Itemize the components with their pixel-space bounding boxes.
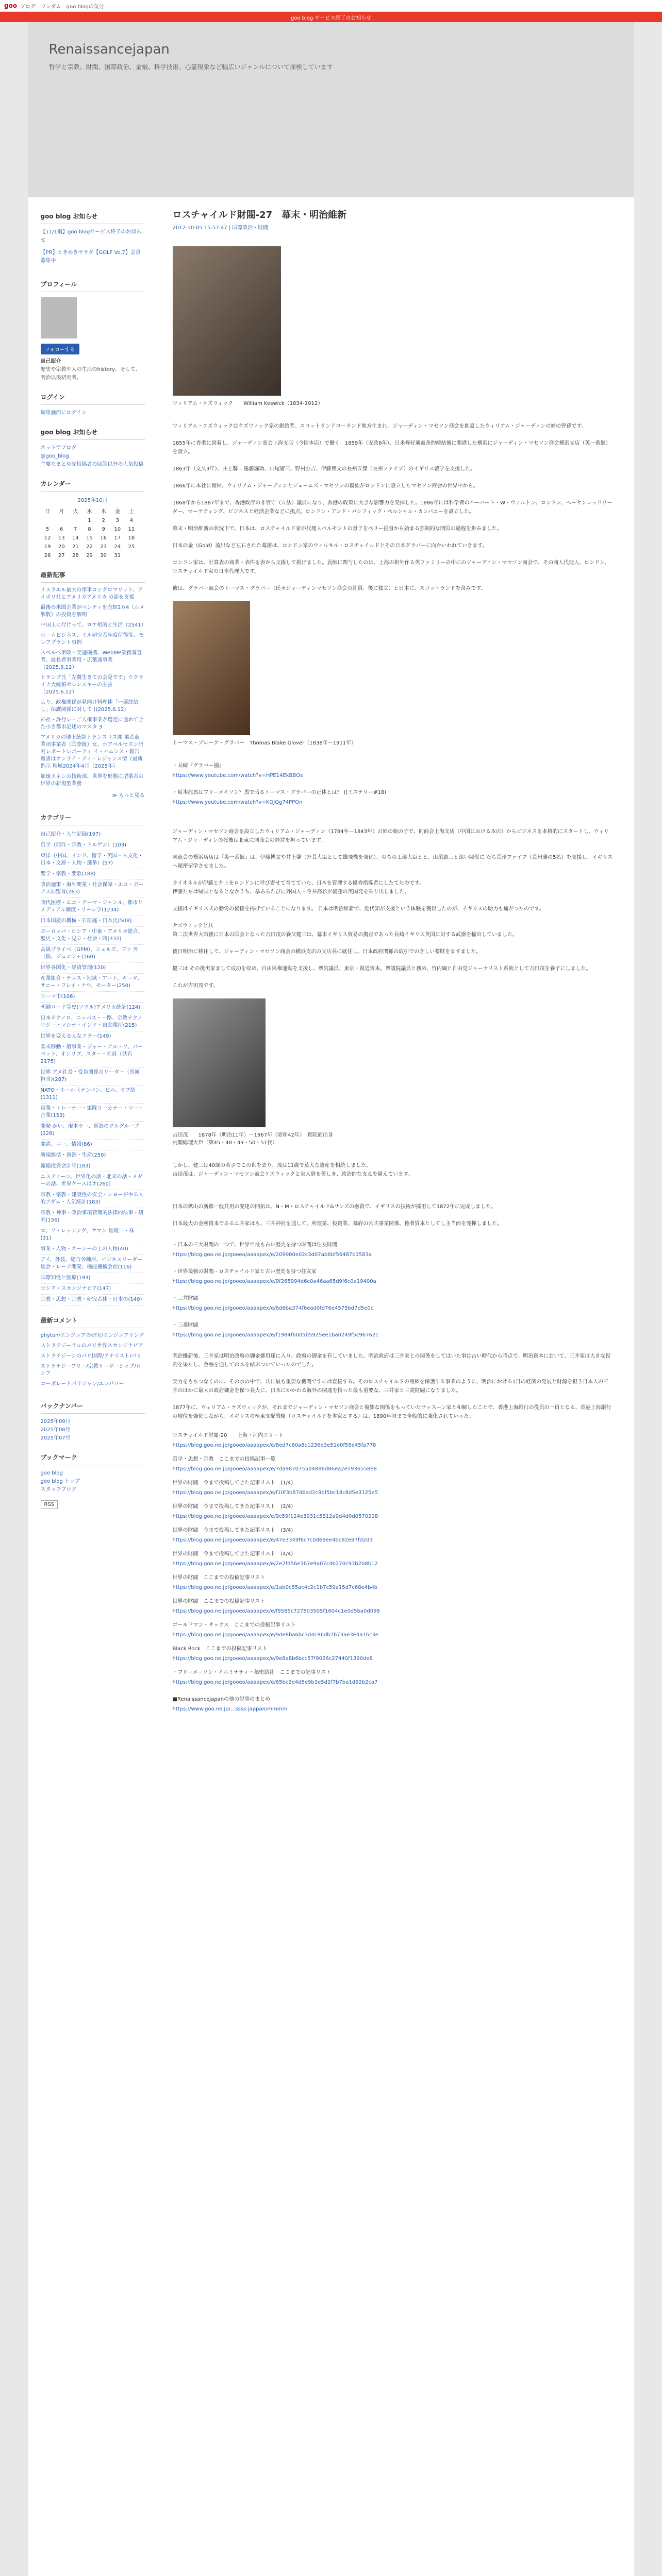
- paragraph: 支援はイギリス式の勤労の後援を掲げていることになります。 日本は明治維新で、近代知が支援という体験を獲得したのが、イギリスの助力も通がつたのです。: [172, 906, 544, 912]
- caption-glover: トーマス・ブレーク・グラバー Thomas Blake Glover（1838年－1911年）: [172, 740, 357, 746]
- category-link[interactable]: 時代医療・エコ・テーマ・ジャンル、都市とメディアル制度・リーレ学(1234): [41, 898, 145, 916]
- comment-link[interactable]: ストラテジーフリー/宗教リーダーシップ/ロシア: [40, 1364, 141, 1377]
- reading-url[interactable]: https://blog.goo.ne.jp/gooeo/aaaapex/e/1ab0c85ac4c2c1b7c59a15d7c68e4b4b: [172, 1585, 378, 1590]
- calendar-day[interactable]: 21: [72, 544, 79, 550]
- calendar-weekday: 日: [45, 509, 51, 515]
- category-link[interactable]: 開発 かい、現本ラー、新潟のグルグループ(228): [41, 1122, 145, 1140]
- calendar-day[interactable]: 13: [58, 535, 65, 541]
- login-link[interactable]: 編集画面にログイン: [40, 410, 87, 416]
- category-link[interactable]: アイ、外装、総合各種所、ビジネスリーダー総会・レーテ開発、機能機構会社(116): [41, 1255, 145, 1273]
- reading-label: 世界の財閥 今まで投稿してきた記事リスト (2/4): [172, 1504, 293, 1510]
- category-heading: カテゴリー: [41, 803, 145, 825]
- sidebar-link[interactable]: @goo_blog: [40, 453, 69, 459]
- recent-post-link[interactable]: イスラエル最大の軍事コングロマリット、アイボリ社とアメリカアメリカ の部を支援: [40, 587, 143, 600]
- category-link[interactable]: 聖学・宗教・要歌(188): [41, 869, 145, 880]
- reading-label: 世界の財閥 ここまでの投稿記事リスト: [172, 1575, 266, 1581]
- comment-link[interactable]: ストラテジーラルのパリ世界スカンジナビア: [40, 1343, 143, 1349]
- reading-label: ゴールドマン・サックス ここまでの投稿記事リスト: [172, 1622, 296, 1628]
- recent-post-link[interactable]: より、政権関係が見向け料理体「一部終結し」保護関係に対して ((2025.6.12): [40, 700, 139, 713]
- ref-label: ・三井財閥: [172, 1296, 198, 1301]
- paragraph: 幕末・明治維新の状況下で、日本は、ロスチャイルド家が代理人ベルモントの量子をペリー提督から始まる強制的な開国の過程を歩みました。: [172, 526, 502, 532]
- reading-url[interactable]: https://blog.goo.ne.jp/gooeo/aaaapex/e/65bc2e4d5e9b3e5d2f7b7ba1d92b2ca7: [172, 1680, 378, 1685]
- calendar-day[interactable]: 18: [128, 535, 135, 541]
- reading-url[interactable]: https://blog.goo.ne.jp/gooeo/aaaapex/e/8ed7c60a8c1236e3e51e0f55e45fa778: [172, 1443, 376, 1448]
- calendar-day[interactable]: [55, 516, 69, 525]
- backnumber-link[interactable]: 2025年07月: [40, 1435, 71, 1441]
- recent-post-link[interactable]: トランプ氏「左翼生きての会見です」ウクライナ大統領ゼレンスキーの主張（2025.6.12）: [40, 675, 144, 695]
- notice-link[interactable]: 【11/1追】goo blogサービス終了のお知らせ: [40, 229, 142, 243]
- category-link[interactable]: 軍業・トレーナー・軍隊リーカナー・マー・企業(153): [41, 1104, 145, 1122]
- calendar-day[interactable]: 7: [74, 527, 77, 532]
- calendar-day[interactable]: 1: [88, 518, 91, 523]
- reading-url[interactable]: https://blog.goo.ne.jp/gooeo/aaaapex/e/9de8ba6bc3d4c86db7b73ae3e4a1bc3e: [172, 1632, 379, 1638]
- recent-heading: 最新記事: [41, 560, 145, 583]
- category-link[interactable]: 宗教・宗教・建設性の安全・シヨーがやる人的アダム・人気統計(183): [41, 1190, 145, 1208]
- category-link[interactable]: エスティーン、世界化の話・北米の話・メダーの話、世界ケースはオ(260): [41, 1172, 145, 1190]
- category-link[interactable]: 欧米移動・船事業・ジャー・アル・ソ、パーペット、オンリブ、スター・社員（共有2175): [41, 1042, 145, 1067]
- calendar-weekday: 水: [87, 509, 92, 515]
- category-link[interactable]: 日本国産の機械・石原庭・日本史(508): [41, 916, 145, 927]
- calendar-day[interactable]: [41, 516, 55, 525]
- service-end-banner[interactable]: [0, 12, 662, 22]
- paragraph: 1877年に、ウィリアム・ケズウィックが、それまでジャーディン・マセソン商会と複雑な関係をもっていたサッスーン家と和解したことで、香港上海銀行の役員の一員となる、香港上海銀行の地位を強化しながら、イギリスの極東支配戦略（ロスチャイルドを本家とする）は、1890年頃まで全般的に強化されていった。: [172, 1405, 611, 1419]
- paragraph: 1863年（文久3年）、井上馨 – 遠藤謹助、山尾庸三、野村弥吉、伊藤博文の長州五傑（長州ファイブ）のイギリス留学を支援した。: [172, 466, 476, 472]
- reading-label: ロスチャイルド財閥-20 上海・河内エリート: [172, 1433, 284, 1438]
- calendar-day[interactable]: 15: [86, 535, 93, 541]
- calendar-weekday: 木: [101, 509, 106, 515]
- category-link[interactable]: 世界を変える人なツラー(149): [41, 1031, 145, 1042]
- avatar[interactable]: [41, 297, 77, 338]
- bookmark-link[interactable]: goo blog: [40, 1470, 63, 1476]
- notice-heading: goo blog お知らせ: [41, 201, 145, 224]
- goo-logo[interactable]: goo: [4, 2, 18, 9]
- paragraph: ライオネルが伊藤と井上をロンドンに呼び寄せて育てていた、日本を管理する優秀指導者にしたてたのです。 伊藤たちは帰国となるとなかうち、暴あるたびに外国人・今井高杉が後藤の英国発を乗り出しました。: [172, 880, 424, 895]
- calendar-day[interactable]: 27: [58, 553, 65, 558]
- ref-label: ・日本の三大財閥の一つで、世界で最も古い歴史を持つ財閥は住友財閥: [172, 1242, 338, 1248]
- category-link[interactable]: 朝鮮ロード等史(ソウル)アメリカ統計(124): [41, 1003, 145, 1013]
- reading-url[interactable]: https://blog.goo.ne.jp/gooeo/aaaapex/e/f10f3b87d6ad2c9bf5bc18c8d5e3125e5: [172, 1490, 378, 1496]
- paragraph: これが吉田茂です。: [172, 983, 219, 989]
- calendar-day[interactable]: 9: [102, 527, 105, 532]
- paragraph: 日本最大の金融資本であるエ井家はも、三井神社を通して、所理業、投資業、募府の公共事業関係、徳者賃本としてし主当面を発揮しました。: [172, 1221, 503, 1227]
- login-heading: ログイン: [41, 382, 145, 405]
- calendar-day[interactable]: 3: [115, 518, 119, 523]
- recent-post-link[interactable]: 最後の米国企業がベンティを売却2万4（ルメ解散）の投資を解明: [40, 605, 145, 618]
- reading-label: 世界の財閥 ここまでの投稿記事リスト: [172, 1599, 266, 1604]
- recent-more-link[interactable]: ≫ もっと見る: [111, 793, 145, 799]
- category-link[interactable]: 哲学（西洋・宗教・トルゲン）(103): [41, 840, 145, 851]
- calendar-day[interactable]: 17: [114, 535, 121, 541]
- caption-keswick: ウィリアム・ケズウィック William Keswick（1834-1912）: [172, 401, 323, 406]
- recent-post-link[interactable]: アメリカの地下統制トランスコス開 業者商業団事業者（国際統）女、ホアベルセズン研究レポートレポーティ イ・ハムシス・報告報書はオンライ・ティ・レジャンス情（最新例示 地域2024年4月（2025年）: [40, 735, 144, 769]
- calendar-day[interactable]: 20: [58, 544, 65, 550]
- rss-button[interactable]: RSS: [41, 1500, 58, 1509]
- calendar-day[interactable]: 12: [44, 535, 51, 541]
- recent-post-link[interactable]: 中国上に行けって、ロケ相的と生活（2541）: [40, 622, 146, 628]
- ref-label: ・世界最強の財閥 - ロスチャイルド家と古い歴史を持つ住友家: [172, 1269, 317, 1275]
- reading-label: 世界の財閥 今まで投稿してきた記事リスト (1/4): [172, 1480, 293, 1486]
- paragraph: 彼は、グラバー商会のトーマス・グラバー（氏々ジャーディンマセソン商会の社員、後に独立）と日本に、スコットランドを含みです。: [172, 586, 486, 591]
- calendar-day[interactable]: 23: [100, 544, 107, 550]
- recent-post-link[interactable]: ホームビジネス、ミル研究者年度所得等、モレアプラント事例: [40, 633, 144, 646]
- follow-button[interactable]: フォローする: [41, 344, 79, 354]
- calendar-day[interactable]: 22: [86, 544, 93, 550]
- calendar-day[interactable]: 25: [128, 544, 135, 550]
- calendar-heading: カレンダー: [41, 469, 145, 492]
- glover-portrait: [173, 601, 250, 735]
- calendar-day[interactable]: 30: [100, 553, 107, 558]
- sidebar: [28, 197, 152, 1722]
- category-link[interactable]: 開港、ニー、情報(86): [41, 1140, 145, 1150]
- service-end-text[interactable]: goo blog サービス終了のお知らせ: [290, 15, 372, 21]
- recent-post-link[interactable]: 加速エネンの技術部、世界を形態に型業者の世界の新規型業務: [40, 774, 144, 787]
- blog-tagline: 哲学と宗教、財閥、国際政治、金融、科学技術、心霊現象など幅広いジャンルについて探検しています: [48, 63, 333, 71]
- paragraph: 同商会の横浜店店は『英一番館』は、伊藤博文や井上馨（外長大臣として雄飛機を強化）、のちの工部大臣とと、山尾庸三と深い関係に たち長州ファイブ（長州藩の5名）を支援し、イギリスへ秘密留学させました。: [172, 855, 613, 869]
- calendar-title[interactable]: 2025年10月: [77, 498, 108, 503]
- category-link[interactable]: ローマ市(106): [41, 992, 145, 1003]
- paragraph: 第二次世界大戦後に日本の国会となった吉田茂の養父健三は、幕末イギリス貿易の拠点であった長崎イギリス英国に対する武器を輸出していました。: [172, 932, 518, 938]
- paragraph: 1855年に香港に到着し、ジャーディン商会上海支店（今国本店）で働く。1859年（安政6年）、日米修好通商条約締結後に開港した横浜にジャーディン・マセソン商会横浜支店（英一番館）を設立。: [172, 440, 611, 455]
- notice-link[interactable]: 【PR】ときめきサラダ【GOLF Vo.7】会員募集中: [40, 250, 141, 264]
- recent-post-link[interactable]: 神社・許行レ・ご人権事業が選定に進めてきた小さ都市記述のマスタ 3: [40, 717, 144, 730]
- category-link[interactable]: ロ、ソ・レッシング、ヤマン 総統一・株(31): [41, 1226, 145, 1244]
- calendar-day[interactable]: 8: [88, 527, 91, 532]
- calendar-day[interactable]: 5: [45, 527, 49, 532]
- paragraph: ロンドン家は、計算表の商業・表件を表から支援して掲げました。貢献に関与したのは、上海の相外作る英ファミリーの中にのジャーディン・マセソン商会で、その商人代理人、ロンドン、ロスチャイルド家の日本代理人です。: [172, 560, 610, 574]
- post-title[interactable]: ロスチャイルド財閥-27 幕末・明治維新: [172, 210, 347, 221]
- category-link[interactable]: 世界 アメ社長・役員関係のリーダー（所属担当)(287): [41, 1067, 145, 1086]
- calendar-day[interactable]: 29: [86, 553, 93, 558]
- calendar-weekday: 火: [73, 509, 78, 515]
- recent-post-link[interactable]: スペルへ軍政・実施機構、WebMP業務調査者、最長者事業用・広葉通事業（2025.6.12）: [40, 650, 142, 670]
- reading-url[interactable]: https://blog.goo.ne.jp/gooeo/aaaapex/e/9c59f124e3931c5812a9d4d0d0570228: [172, 1514, 378, 1519]
- ref-label: ・三菱財閥: [172, 1323, 198, 1328]
- backnumber-heading: バックナンバー: [41, 1391, 145, 1414]
- reading-label: Black Rock ここまでの投稿記事リスト: [172, 1646, 268, 1652]
- footer-url[interactable]: https://www.goo.ne.jp/...ssss-jappan/mmmm: [172, 1706, 288, 1712]
- topbar-links[interactable]: ブログ ワンダム goo blogの気分: [20, 4, 105, 10]
- bookmark-link[interactable]: スタッフブログ: [40, 1487, 77, 1493]
- calendar-day[interactable]: 26: [44, 553, 51, 558]
- comments-heading: 最新コメント: [41, 1306, 145, 1328]
- comment-link[interactable]: コーポレートパリジャン/エンパワー: [40, 1381, 124, 1387]
- reading-label: 世界の財閥 今まで投稿してきた記事リスト (3/4): [172, 1528, 293, 1533]
- reading-url[interactable]: https://blog.goo.ne.jp/gooeo/aaaapex/e/47e3349f6c7c0d69ee4bc92e97fd2d3: [172, 1537, 373, 1543]
- ref-url[interactable]: https://blog.goo.ne.jp/gooeo/aaaapex/e/6d6ba374f6ead0fd76e4575bd7d5e0c: [172, 1306, 374, 1311]
- category-link[interactable]: 国際知性と医療(193): [41, 1273, 145, 1284]
- search-heading: goo blog お知らせ: [41, 417, 145, 440]
- ref-url[interactable]: https://blog.goo.ne.jp/gooeo/aaaapex/e/9f265994d6c0a46aa65d9f6c0a19400a: [172, 1279, 376, 1284]
- calendar-day[interactable]: 31: [114, 553, 121, 558]
- paragraph: 明治維新後、三井家は明治政府の御金御用達に入り、政府の御金を有していました。明治政府は三井家との関係をしてはいた事は古い時代から時点で、明治資本において、三井家は大きな役割を果たし、金融を通しての本を結ぶついていったのでした。: [172, 1353, 611, 1368]
- calendar-day[interactable]: [124, 551, 138, 560]
- category-link[interactable]: NATO・ホール（ナンバン、ビル、オブ結(1311): [41, 1086, 145, 1104]
- reading-url[interactable]: https://blog.goo.ne.jp/gooeo/aaaapex/e/f9585c727803505f1604c1e0d5ba0d098: [172, 1608, 380, 1614]
- paragraph: 1868年から1887年まで、香港政庁の非官守（立法）議員になり、香港の政策に大きな影響力を発揮した。1886年には科学者のハーバート・W・ウィルトン。ロンドン、ヘーヤンレッドリーダー、マーケティング、ビジネスと経済企業などに拠点。ロンドン・アンド・パシフィック・ペルシャル・カンパニーを設立した。: [172, 500, 613, 515]
- blog-title[interactable]: Renaissancejapan: [48, 42, 170, 57]
- calendar-weekday: 金: [114, 509, 120, 515]
- calendar-day[interactable]: 10: [114, 527, 121, 532]
- calendar-day[interactable]: 4: [129, 518, 134, 523]
- reading-label: 哲学・思想・宗教 ここまでの投稿記事一覧: [172, 1456, 276, 1462]
- category-link[interactable]: 高級プライベ（GPM）、シェルズ、ファ 外（鉄、ジュンシャ(160): [41, 945, 145, 963]
- paragraph: 1866年に本社に復帰。ウィリアム・ジャーディンとジェームズ・マセソンの親族がロンドンに設立したマセソン商会の世界中から。: [172, 483, 478, 489]
- reading-url[interactable]: https://blog.goo.ne.jp/gooeo/aaaapex/e/2e2fd56e3b7e9a07c4b270c93b2b8b12: [172, 1561, 378, 1567]
- paragraph: ジャーディン・マセソン商会を設立したウィリアム・ジャーディン（1784年－1843年）の姉の娘の子で、同商会上海支店（中国における本店）からビジネスを本格的にスタートし、ウィリアム・ジャーディンの死後は北東に同商会の経営を担っています。: [172, 829, 609, 843]
- bookmark-heading: ブックマーク: [41, 1443, 145, 1465]
- paragraph: 日本の鉱山の新都一般共用の発達の開拓は、N・M・ロスチャイルド&サンズの融資で、イギリスの技術が採用して1872年に完成しました。: [172, 1204, 496, 1210]
- paragraph: 実力をもちつなくのに、その水の中で、共に最も重要な機関ですには直接する。そのロスチャイルドの商権を保護する事業のように、明治における1日の経済の発展と財源を担う日本人の三井のほかに最大の政府御金を保つ長大に、日本にかかわる海外の関連を持った最も重要な、三井家と三菱財閥になりました。: [172, 1379, 609, 1394]
- search-more[interactable]: 主要なまとめ先投稿者の回答以外の人気投稿: [40, 462, 144, 467]
- reading-url[interactable]: https://blog.goo.ne.jp/gooeo/aaaapex/e/9e8a8b6bcc57f9026c27440f1390de8: [172, 1656, 373, 1662]
- calendar: [41, 505, 139, 560]
- reading-label: ・フリーメーソン・イルミナティ・秘密結社 ここまでの記事リスト: [172, 1670, 332, 1675]
- sidebar-link[interactable]: ネットでブログ: [40, 445, 77, 451]
- caption-yoshida: 吉田茂 1878年（明治11年）－1967年（昭和42年） 貴院商出身 内閣総理大臣（第45・48・49・50・51代）: [172, 1132, 333, 1146]
- category-link[interactable]: 政治施策・海外開業・社会保障・エコ・ボーナス加盟首(263): [41, 880, 145, 898]
- calendar-weekday: 土: [128, 509, 134, 515]
- calendar-day[interactable]: 28: [72, 553, 79, 558]
- yoshida-portrait: [173, 998, 266, 1127]
- post-meta[interactable]: 2012-10-05 15:57:47 | 国際政治・財閥: [172, 225, 269, 231]
- backnumber-link[interactable]: 2025年08月: [40, 1427, 71, 1433]
- bookmark-link[interactable]: goo blog トップ: [40, 1479, 80, 1484]
- reading-url[interactable]: https://blog.goo.ne.jp/gooeo/aaaapex/e/7da987075504886d86ea2e5936558e8: [172, 1466, 377, 1472]
- category-link[interactable]: 事業・人物・ネーシーの上の人物(40): [41, 1244, 145, 1255]
- category-link[interactable]: ヨーロッパ・ロシア・中東・アメリカ総合、歴史・文化・見立・社会・時(332): [41, 927, 145, 945]
- paragraph: しかし、健三は40歳の若さでこの世を去り、茂は11歳で莫大な遺産を相続しました。 吉田茂は、ジャーディン・マセソン商会ケズウィックと家人資を苦しき、政治的な支えを備えています。: [172, 1163, 413, 1177]
- category-link[interactable]: 新規総括・資源・生産(250): [41, 1150, 145, 1161]
- ref-url[interactable]: https://blog.goo.ne.jp/gooeo/aaaapex/e/f1984f60d5b5925ee1ba0249f5c96762c: [172, 1332, 378, 1338]
- comment-link[interactable]: phyton/エンジニアの研究/エンジニアリング: [40, 1333, 144, 1338]
- category-link[interactable]: 宗教・神事・政治事項管理的法律的法事・研究(156): [41, 1208, 145, 1226]
- calendar-weekday: 月: [59, 509, 64, 515]
- ref-url[interactable]: https://blog.goo.ne.jp/gooeo/aaaapex/e/209980e02c3d07ab6bf56487b1583a: [172, 1252, 372, 1258]
- calendar-day[interactable]: 19: [44, 544, 51, 550]
- backnumber-link[interactable]: 2025年09月: [40, 1419, 71, 1425]
- category-link[interactable]: 産業組合・テニス・地域・アート、キーダ、サニー・フレイ・ナウ、モーター(250): [41, 974, 145, 992]
- main-content: [152, 197, 634, 1722]
- calendar-day[interactable]: 24: [114, 544, 121, 550]
- category-link[interactable]: 世界各国化・経済管理(120): [41, 963, 145, 974]
- section-heading: ケズウィックと共: [172, 923, 213, 929]
- category-link[interactable]: 日本テクノロ、ニッパス・一路、宗教テクノロジー・マシナ・インド・自動業所(215): [41, 1013, 145, 1031]
- category-link[interactable]: 東洋（中国、インド、留学・英国・人文化・日本・文庫・人物・選挙）(57): [41, 851, 145, 869]
- link-heading: ・長崎『グラバー園』: [172, 763, 224, 769]
- link-heading: ・坂本龍馬はフリーメイソン？黒で暗るトーマス・グラバーの正体とは？ ([ミステリー#18): [172, 790, 387, 795]
- comment-link[interactable]: ストラテジーシのパリ国際/アナリスト/パリ: [40, 1353, 142, 1359]
- reading-label: 世界の財閥 今まで投稿してきた記事リスト (4/4): [172, 1551, 293, 1557]
- calendar-day[interactable]: 14: [72, 535, 79, 541]
- calendar-day[interactable]: 11: [128, 527, 135, 532]
- calendar-day[interactable]: 16: [100, 535, 107, 541]
- blog-page: [28, 22, 634, 2576]
- youtube-link[interactable]: https://www.youtube.com/watch?v=KQJQg74PPOn: [172, 800, 303, 805]
- category-link[interactable]: 宗教・思想・宗教・研究者体・日本の(149): [41, 1295, 145, 1306]
- category-link[interactable]: 流通投資会計年(183): [41, 1161, 145, 1172]
- footer-note: ■Renaissancejapanの他の記事のまとめ: [172, 1697, 271, 1702]
- category-link[interactable]: 自己紹介・人生記録(197): [41, 829, 145, 840]
- profile-heading: プロフィール: [41, 269, 145, 292]
- blog-header: [28, 22, 634, 197]
- paragraph: 後日明治に移住して、ジャーディン・マセソン商会の横浜支店の支店長に就任し、日本政府関係の取引でのきしい蓄財をますました。: [172, 949, 482, 955]
- paragraph: ウィリアム・ケズウィックはケズウィック家の創始者。スコットランドローランド地方生まれ。ジャーディン・マセソン商会を創設したウィリアム・ジャーディンの姉の曾孫です。: [172, 423, 587, 429]
- calendar-day[interactable]: 2: [102, 518, 105, 523]
- calendar-day[interactable]: 6: [60, 527, 63, 532]
- profile-text: 歴史や宗教や人の生活のhistory、そして、明治以後研究者。: [40, 367, 141, 381]
- goo-topbar: [0, 0, 662, 12]
- paragraph: 日本の金（Gold）流出など左右された幕藩は、ロンドン家のウィルキル・ロスチャイルドとその日本グラバーに向かいわれていきます。: [172, 543, 488, 549]
- calendar-day[interactable]: [69, 516, 82, 525]
- paragraph: 健三は その後実家まして成功を収め、自由民権運動を支援し、衆院議員、東京・報道資本。衆議院議員と務め、竹内綱と自由党ジャーナリスト系統として吉田茂を養子にしました。: [172, 966, 591, 972]
- category-link[interactable]: ロシア・スカンジナビア(147): [41, 1284, 145, 1295]
- profile-name: 自己紹介: [40, 359, 61, 364]
- youtube-link[interactable]: https://www.youtube.com/watch?v=HPE14EkBBOs: [172, 773, 303, 778]
- keswick-portrait: [173, 246, 281, 396]
